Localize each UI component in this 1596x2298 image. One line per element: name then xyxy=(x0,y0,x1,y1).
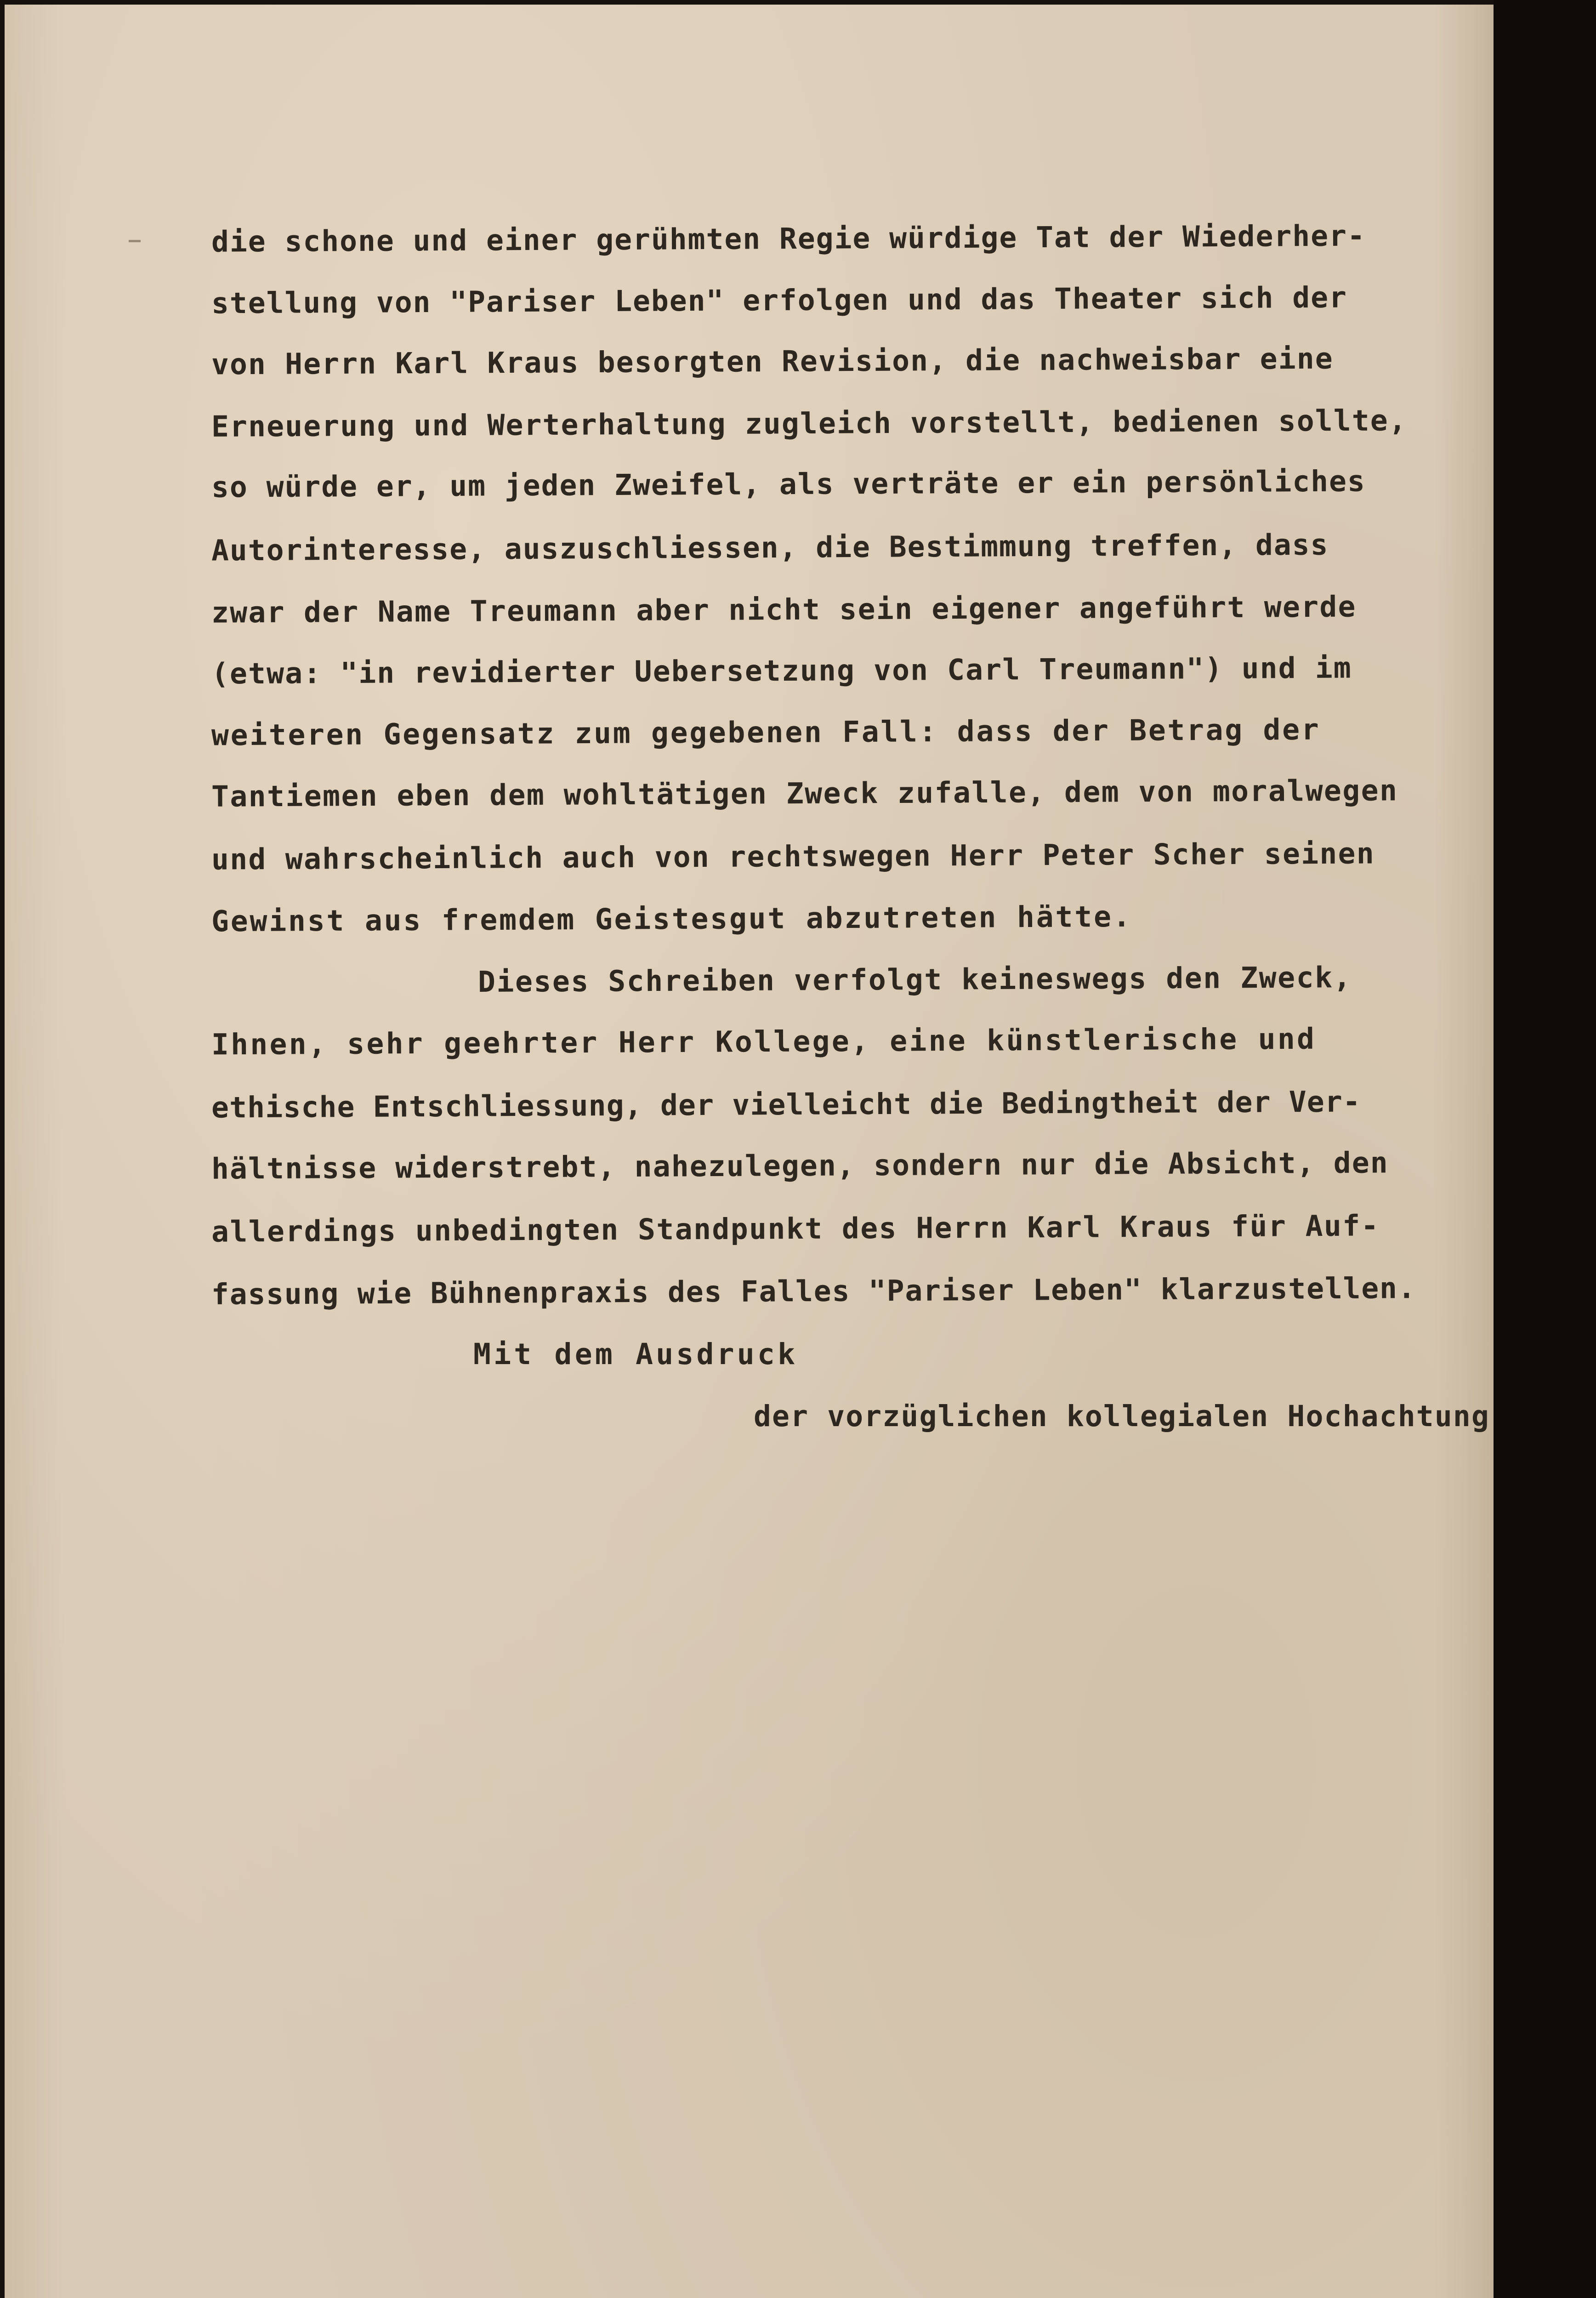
text-line: und wahrscheinlich auch von rechtswegen Herr Peter Scher seinen xyxy=(211,836,1375,876)
text-line: so würde er, um jeden Zweifel, als verträte er ein persönliches xyxy=(211,464,1366,504)
text-line: (etwa: "in revidierter Uebersetzung von Carl Treumann") und im xyxy=(211,651,1352,691)
text-line: Dieses Schreiben verfolgt keineswegs den Zweck, xyxy=(477,961,1352,999)
scan-border xyxy=(1494,0,1596,2298)
document-page xyxy=(5,5,1494,2298)
text-line: von Herrn Karl Kraus besorgten Revision, die nachweisbar eine xyxy=(211,341,1334,381)
text-line: Gewinst aus fremdem Geistesgut abzutreten hätte. xyxy=(211,899,1132,939)
text-line: zwar der Name Treumann aber nicht sein eigener angeführt werde xyxy=(211,590,1357,630)
text-line: Erneuerung und Werterhaltung zugleich vorstellt, bedienen sollte, xyxy=(211,404,1408,444)
text-line: ethische Entschliessung, der vielleicht die Bedingtheit der Ver- xyxy=(211,1085,1361,1125)
text-line: die schone und einer gerühmten Regie würdige Tat der Wiederher- xyxy=(211,219,1366,259)
text-line: hältnisse widerstrebt, nahezulegen, sondern nur die Absicht, den xyxy=(211,1146,1389,1186)
text-line: Tantiemen eben dem wohltätigen Zweck zufalle, dem von moralwegen xyxy=(211,774,1398,813)
closing-phrase: Mit dem Ausdruck xyxy=(473,1337,798,1371)
text-line: Ihnen, sehr geehrter Herr Kollege, eine künstlerische und xyxy=(211,1022,1317,1062)
text-line: fassung wie Bühnenpraxis des Falles "Pariser Leben" klarzustellen. xyxy=(211,1271,1416,1311)
text-line: stellung von "Pariser Leben" erfolgen und das Theater sich der xyxy=(211,280,1348,320)
margin-mark xyxy=(129,240,141,242)
text-line: Autorinteresse, auszuschliessen, die Bestimmung treffen, dass xyxy=(211,528,1329,568)
text-line: allerdings unbedingten Standpunkt des Herrn Karl Kraus für Auf- xyxy=(211,1209,1380,1249)
closing-signature-line: der vorzüglichen kollegialen Hochachtung xyxy=(754,1399,1490,1433)
text-line: weiteren Gegensatz zum gegebenen Fall: dass der Betrag der xyxy=(211,712,1321,752)
